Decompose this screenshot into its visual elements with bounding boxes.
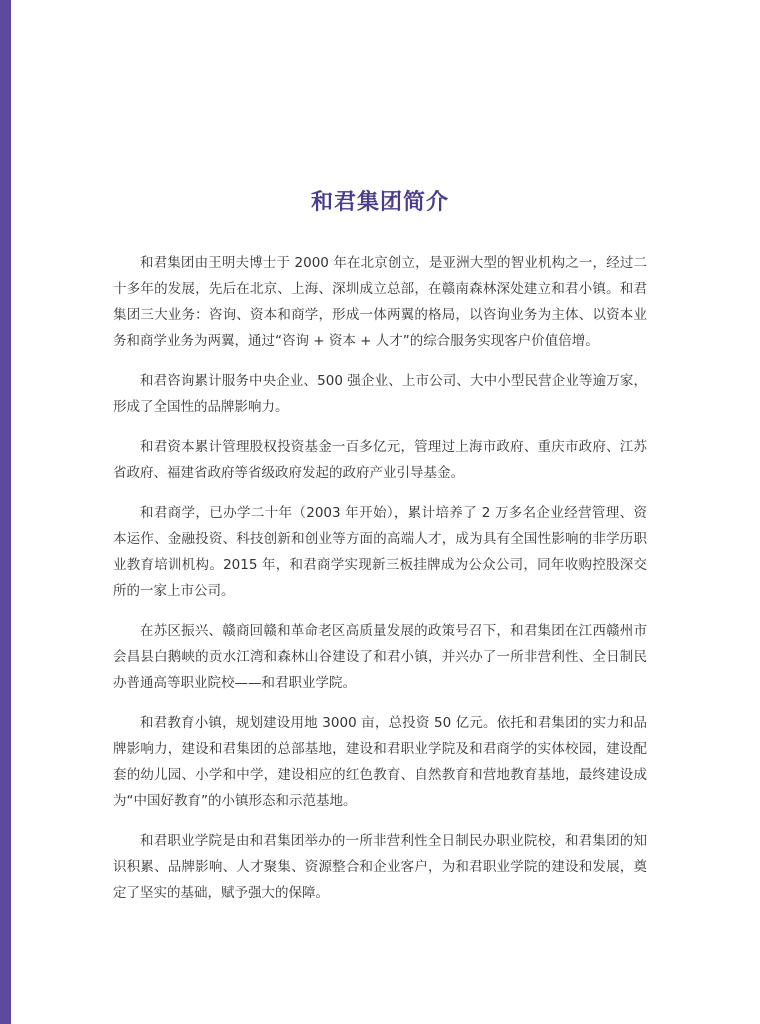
paragraph-education-town: 和君教育小镇，规划建设用地 3000 亩，总投资 50 亿元。依托和君集团的实力和品牌影响力，建设和君集团的总部基地，建设和君职业学院及和君商学的实体校园，建设配套的幼儿园、小学和中学，建设相应的红色教育、自然教育和营地教育基地，最终建设成为“中国好教育”的小镇形态和示范基地。 xyxy=(113,715,647,809)
left-accent-bar xyxy=(0,0,11,1024)
paragraph-business-school: 和君商学，已办学二十年（2003 年开始），累计培养了 2 万多名企业经营管理、资本运作、金融投资、科技创新和创业等方面的高端人才，成为具有全国性影响的非学历职业教育培训机构。2015 年，和君商学实现新三板挂牌成为公众公司，同年收购控股深交所的一家上市公司。 xyxy=(113,505,647,599)
paragraph-capital: 和君资本累计管理股权投资基金一百多亿元，管理过上海市政府、重庆市政府、江苏省政府、福建省政府等省级政府发起的政府产业引导基金。 xyxy=(113,439,647,481)
page-title: 和君集团简介 xyxy=(310,190,449,215)
document-page xyxy=(113,185,647,920)
paragraph-intro: 和君集团由王明夫博士于 2000 年在北京创立，是亚洲大型的智业机构之一，经过二十多年的发展，先后在北京、上海、深圳成立总部，在赣南森林深处建立和君小镇。和君集团三大业务：咨询、资本和商学，形成一体两翼的格局，以咨询业务为主体、以资本业务和商学业务为两翼，通过“咨询 + 资本 + 人才”的综合服务实现客户价值倍增。 xyxy=(113,255,647,349)
paragraph-college: 和君职业学院是由和君集团举办的一所非营利性全日制民办职业院校，和君集团的知识积累、品牌影响、人才聚集、资源整合和企业客户，为和君职业学院的建设和发展，奠定了坚实的基础，赋予强大的保障。 xyxy=(113,833,647,901)
paragraph-town: 在苏区振兴、赣商回赣和革命老区高质量发展的政策号召下，和君集团在江西赣州市会昌县白鹅峡的贡水江湾和森林山谷建设了和君小镇，并兴办了一所非营利性、全日制民办普通高等职业院校——和君职业学院。 xyxy=(113,623,647,691)
paragraph-consulting: 和君咨询累计服务中央企业、500 强企业、上市公司、大中小型民营企业等逾万家，形成了全国性的品牌影响力。 xyxy=(113,373,647,415)
